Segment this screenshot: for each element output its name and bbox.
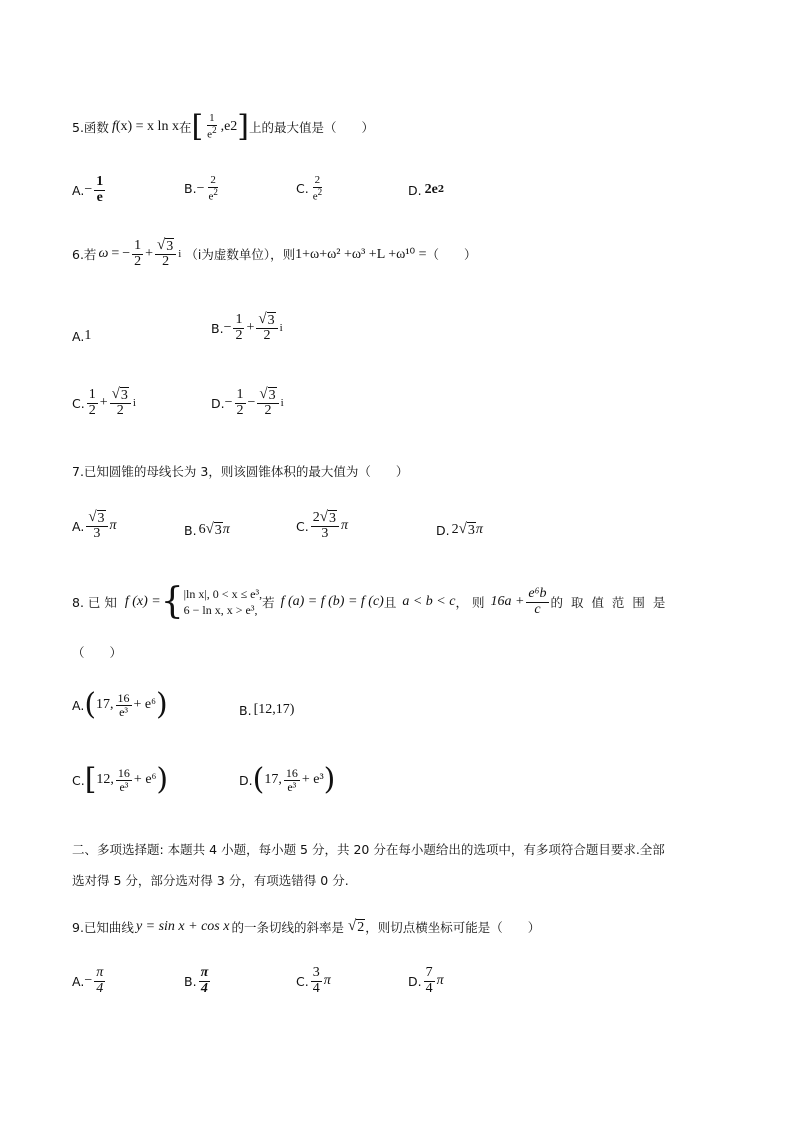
q9-b-frac: $\frac{\pi}{4}$ — [200, 965, 209, 996]
q8-d-lparen: ( — [252, 762, 265, 797]
q5-a-frac: $\frac{1}{e}$ — [96, 174, 104, 205]
q8-a-frac: $\frac{16}{\text{e³}}$ — [117, 690, 130, 719]
q7-b-pi: π — [222, 522, 230, 538]
q9-c-label: C. — [296, 973, 309, 989]
q8-range-text: 的 取 值 范 围 是 — [550, 595, 668, 610]
q7-c-label: C. — [296, 518, 309, 534]
q6-c-frac-half: $\frac{1}{2}$ — [88, 386, 96, 418]
q7-a-label: A. — [72, 518, 85, 534]
q5-c-frac: $\frac{2}{e^2}$ — [312, 174, 323, 203]
q7-d-pi: π — [475, 522, 483, 538]
q9-a-sign: − — [84, 973, 93, 989]
q9-stem-suffix: ，则切点横坐标可能是（ ） — [365, 920, 541, 935]
q8-qie: 且 — [383, 595, 397, 610]
q8-cases — [184, 586, 262, 618]
q9-stem-mid: 的一条切线的斜率是 — [231, 920, 344, 935]
q8-c-left: 12, — [96, 772, 114, 787]
q6-a-label: A. — [72, 328, 85, 344]
q6-d-frac-sqrt3: √ 3 2 — [257, 387, 278, 419]
q6-b-label: B. — [211, 320, 224, 336]
q6-b-plus: + — [246, 320, 255, 336]
q5-c-label: C. — [296, 181, 309, 197]
q8-d-rparen: ) — [323, 762, 336, 797]
q9-d-frac: $\frac{7}{4}$ — [425, 965, 433, 996]
q7-b-pre: 6 — [198, 522, 206, 538]
q6-option-d[interactable] — [211, 387, 284, 419]
q8-expr-left: 16a + — [490, 594, 525, 609]
q7-option-c[interactable] — [296, 510, 348, 542]
q7-c-frac: 2 √ 3 3 — [311, 510, 339, 542]
q5-option-c[interactable] — [296, 175, 326, 203]
q9-option-a[interactable] — [72, 966, 107, 996]
q7-d-label: D. — [436, 522, 450, 538]
q9-d-pi: π — [436, 973, 444, 989]
q6-d-frac-half: $\frac{1}{2}$ — [236, 386, 244, 418]
q8-brace: { — [160, 581, 184, 622]
q9-c-frac: $\frac{3}{4}$ — [312, 965, 320, 996]
q8-stem-prefix: 8. 已 知 — [72, 595, 117, 610]
q7-stem: 7.已知圆锥的母线长为 3，则该圆锥体积的最大值为（ ） — [72, 464, 409, 479]
q5-d-label: D. — [408, 182, 422, 198]
q8-c-rparen: ) — [156, 762, 169, 797]
q6-b-frac-half: $\frac{1}{2}$ — [235, 311, 243, 343]
q6-c-frac-sqrt3: √ 3 2 — [110, 387, 131, 419]
q6-eq: = — [111, 246, 120, 262]
q8-a-left: 17, — [96, 697, 114, 712]
q8-d-tail: + e³ — [301, 772, 324, 787]
q5-b-frac: $\frac{2}{e^2}$ — [208, 174, 218, 203]
q5-interval-right: ,e — [220, 119, 231, 134]
q5-word: 在 — [178, 120, 192, 135]
q7-c-pi: π — [340, 518, 348, 534]
q9-option-d[interactable] — [408, 966, 444, 996]
q6-unit-i: i — [178, 248, 182, 261]
q9-c-pi: π — [323, 973, 331, 989]
q5-stem-prefix: 5.函数 — [72, 120, 109, 135]
q6-b-frac-sqrt3: √ 3 2 — [256, 312, 277, 344]
q8-func: f (x) = — [124, 594, 161, 609]
q5-right-bracket: ] — [237, 109, 249, 144]
q9-stem-prefix: 9.已知曲线 — [72, 920, 134, 935]
q8-c-lbracket: [ — [84, 762, 97, 797]
q8-c-frac: $\frac{16}{\text{e³}}$ — [117, 765, 130, 794]
q8-option-b[interactable] — [239, 702, 294, 718]
q6-stem-prefix: 6.若 — [72, 247, 97, 263]
q8-d-label: D. — [239, 772, 253, 788]
q5-b-sign: − — [196, 180, 205, 196]
q9-slope: √ 2 — [348, 917, 365, 935]
q7-b-label: B. — [184, 522, 197, 538]
q8-a-rparen: ) — [156, 687, 168, 722]
q6-a-value: 1 — [84, 328, 92, 343]
q8-cond: 若 — [262, 595, 275, 610]
q7-option-b[interactable] — [184, 522, 230, 538]
q7-d-pre: 2 — [451, 522, 459, 538]
q8-case1: |ln x|, 0 < x ≤ e³, — [183, 586, 263, 601]
q6-paren: （i为虚数单位），则 — [185, 247, 296, 263]
q7-d-sqrt: √ 3 — [458, 521, 475, 538]
q9-stem — [72, 918, 540, 936]
q5-d-exp: 2 — [437, 185, 445, 195]
q8-option-d[interactable] — [239, 762, 336, 797]
q9-a-label: A. — [72, 973, 85, 989]
q6-b-minus: − — [223, 320, 232, 336]
q5-func-name: f — [111, 119, 116, 134]
q6-frac-sqrt3: √ 3 2 — [155, 238, 176, 270]
q8-c-tail: + e⁶ — [133, 772, 157, 787]
section2-line1: 二、多项选择题: 本题共 4 小题，每小题 5 分，共 20 分在每小题给出的选项中，有多项符合题目要求.全部 — [72, 842, 665, 857]
q9-a-frac: $\frac{\pi}{4}$ — [96, 965, 104, 996]
q6-d-minus2: − — [247, 395, 256, 411]
q9-option-b[interactable] — [184, 966, 212, 996]
q6-option-a[interactable] — [72, 328, 91, 344]
q8-cond-eq: f (a) = f (b) = f (c) — [280, 594, 384, 609]
q8-option-a[interactable] — [72, 687, 168, 722]
q5-func-eq: (x) = x ln x — [115, 119, 179, 134]
q5-stem-suffix: 上的最大值是（ ） — [249, 120, 375, 135]
q7-a-pi: π — [109, 518, 117, 534]
q8-a-lparen: ( — [84, 687, 97, 722]
q5-a-label: A. — [72, 182, 85, 198]
q6-series: 1+ω+ω² +ω³ +L +ω¹⁰ = — [295, 246, 427, 262]
q6-d-i: i — [280, 397, 284, 410]
q6-b-i: i — [279, 322, 283, 335]
q9-b-label: B. — [184, 973, 197, 989]
q8-stem — [72, 581, 668, 622]
q9-d-label: D. — [408, 973, 422, 989]
q8-option-c[interactable] — [72, 762, 169, 797]
q8-a-label: A. — [72, 697, 85, 713]
q6-c-label: C. — [72, 395, 85, 411]
q5-option-d[interactable] — [408, 182, 444, 198]
q8-d-frac: $\frac{16}{\text{e³}}$ — [285, 765, 298, 794]
q7-option-a[interactable] — [72, 510, 117, 542]
q6-omega: ω — [98, 246, 109, 262]
q8-then: ， 则 — [455, 595, 485, 610]
q6-d-label: D. — [211, 395, 225, 411]
q8-tail: （ ） — [72, 645, 123, 660]
q7-b-sqrt: √ 3 — [205, 521, 222, 538]
q6-minus: − — [122, 246, 131, 262]
q8-b-label: B. — [239, 702, 252, 718]
q5-option-b[interactable] — [184, 175, 222, 203]
q8-a-tail: + e⁶ — [133, 697, 157, 712]
q5-interval-right-exp: 2 — [230, 119, 238, 134]
q5-a-sign: − — [84, 182, 93, 198]
q6-stem — [72, 238, 477, 270]
q8-b-value: [12,17) — [253, 702, 295, 717]
q9-option-c[interactable] — [296, 966, 331, 996]
q7-a-frac: √ 3 3 — [86, 510, 107, 542]
q5-stem — [72, 109, 375, 144]
q6-c-plus: + — [99, 395, 108, 411]
q6-c-i: i — [132, 397, 136, 410]
q8-d-left: 17, — [264, 772, 282, 787]
q5-option-a[interactable] — [72, 175, 107, 205]
q6-tail: （ ） — [426, 247, 477, 263]
q8-c-label: C. — [72, 772, 85, 788]
q8-expr-frac: $\frac{\text{e⁶b}}{c}$ — [528, 585, 547, 617]
q8-order: a < b < c — [402, 594, 456, 609]
q5-b-label: B. — [184, 181, 197, 197]
q5-interval-frac: $\frac{1}{e^2}$ — [207, 112, 217, 141]
q7-option-d[interactable] — [436, 522, 483, 538]
q6-frac-half: $\frac{1}{2}$ — [134, 237, 142, 269]
q6-option-b[interactable] — [211, 312, 283, 344]
q9-curve: y = sin x + cos x — [135, 919, 230, 934]
q5-d-value: 2e — [424, 182, 438, 197]
q6-d-minus1: − — [224, 395, 233, 411]
q5-left-bracket: [ — [191, 109, 204, 144]
section2-line2: 选对得 5 分，部分选对得 3 分，有项选错得 0 分. — [72, 873, 349, 888]
q6-option-c[interactable] — [72, 387, 136, 419]
q8-case2: 6 − ln x, x > e³, — [183, 603, 258, 617]
q6-plus: + — [145, 246, 154, 262]
